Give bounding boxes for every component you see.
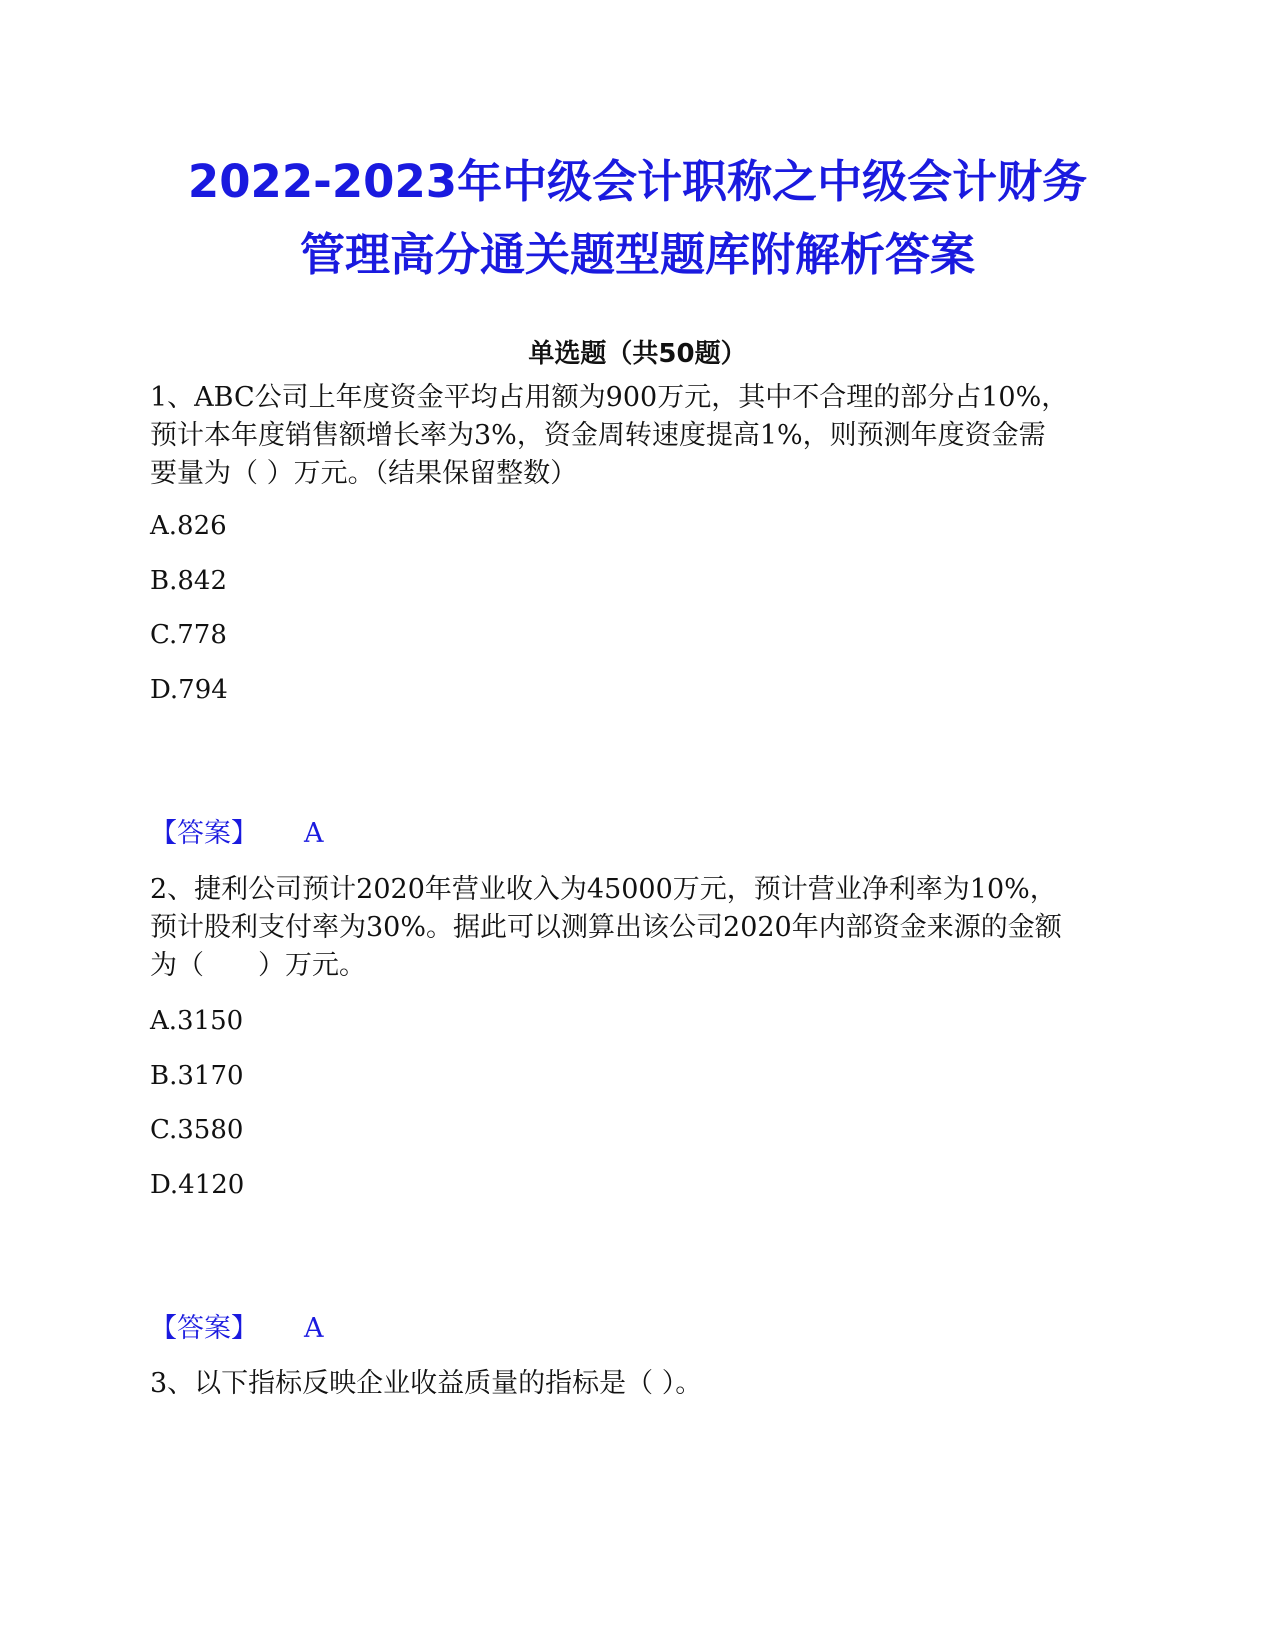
option-c: C.3580: [150, 1115, 244, 1145]
answer-value: A: [304, 1313, 324, 1344]
option-b: B.842: [150, 566, 227, 596]
option-d: D.4120: [150, 1170, 245, 1200]
option-d: D.794: [150, 675, 228, 705]
answer-tag: 【答案】: [150, 818, 258, 849]
question-text-line: 1、ABC公司上年度资金平均占用额为900万元，其中不合理的部分占10%，: [150, 382, 1069, 413]
document-title-line-2: 管理高分通关题型题库附解析答案: [299, 228, 975, 281]
question-text-line: 3、以下指标反映企业收益质量的指标是（ ）。: [150, 1368, 703, 1399]
answer-line: [150, 816, 324, 852]
question-text-line: 要量为（ ）万元。（结果保留整数）: [150, 458, 578, 489]
answer-tag: 【答案】: [150, 1313, 258, 1344]
option-a: A.826: [150, 511, 227, 541]
document-title-line-1: 2022-2023年中级会计职称之中级会计财务: [187, 155, 1088, 208]
answer-line: [150, 1311, 324, 1347]
option-c: C.778: [150, 620, 227, 650]
question-text-line: 预计本年度销售额增长率为3%，资金周转速度提高1%，则预测年度资金需: [150, 420, 1046, 451]
question-text-line: 预计股利支付率为30%。据此可以测算出该公司2020年内部资金来源的金额: [150, 912, 1062, 943]
section-heading: 单选题（共50题）: [528, 339, 747, 369]
question-text-line: 2、捷利公司预计2020年营业收入为45000万元，预计营业净利率为10%，: [150, 874, 1057, 905]
option-a: A.3150: [150, 1006, 244, 1036]
question-text-line: 为（ ）万元。: [150, 950, 366, 981]
answer-value: A: [304, 818, 324, 849]
option-b: B.3170: [150, 1061, 244, 1091]
